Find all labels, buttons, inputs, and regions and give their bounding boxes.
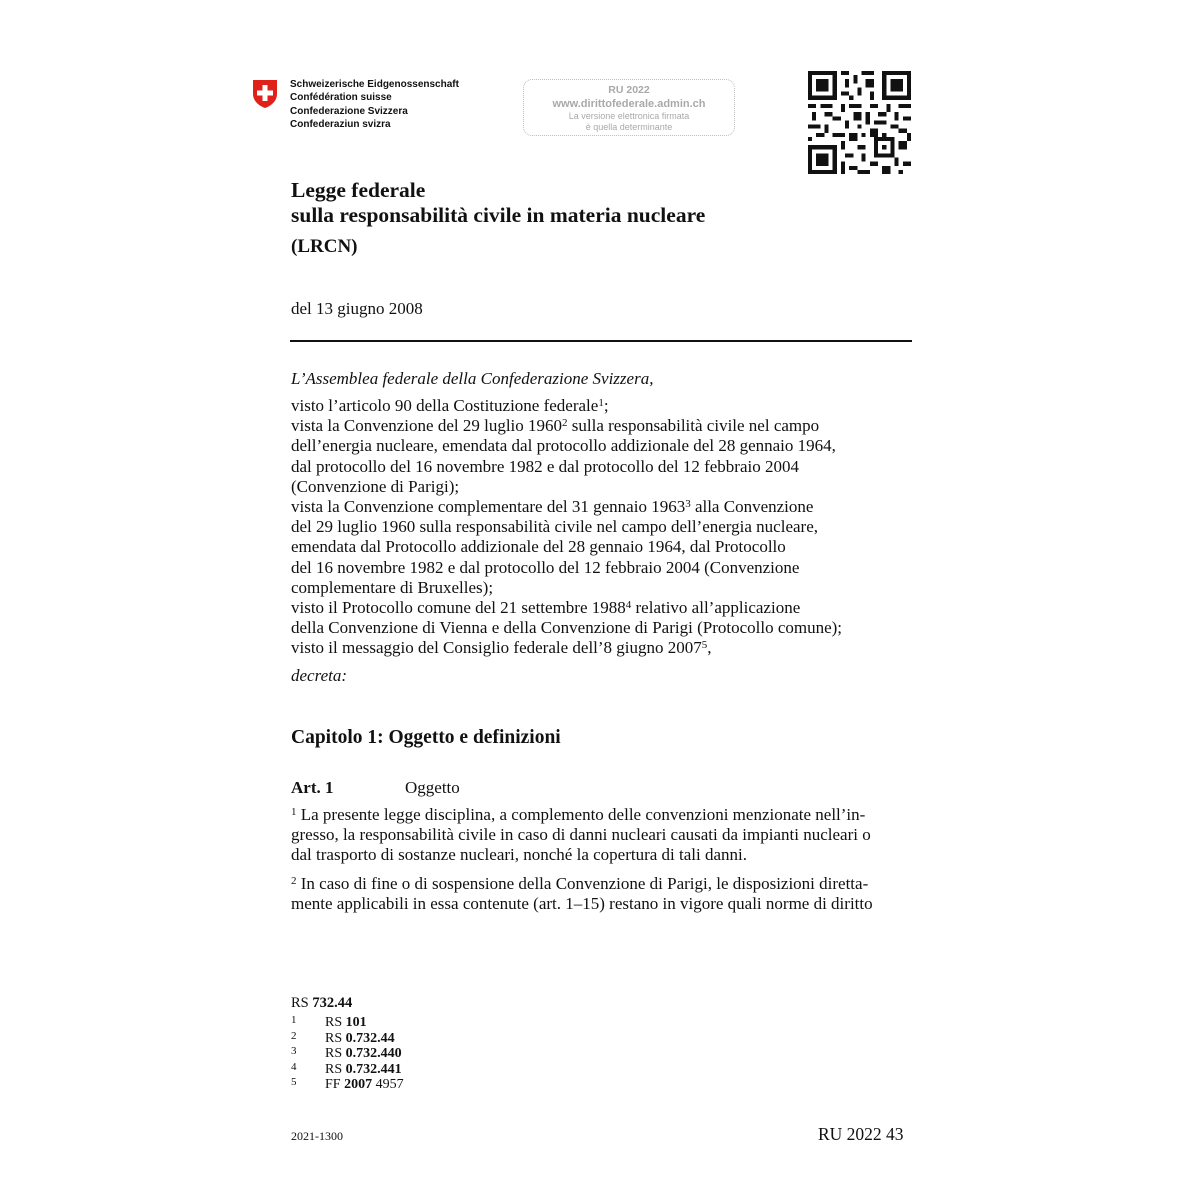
systematic-number: RS 732.44	[291, 995, 353, 1011]
chapter-heading: Capitolo 1: Oggetto e definizioni	[291, 727, 561, 748]
preamble-line: vista la Convenzione del 29 luglio 1960$^2$ sulla responsabilità civile nel campo	[291, 416, 820, 436]
stamp-note-1: La versione elettronica firmata	[568, 111, 690, 121]
footnote-ref[interactable]: 1	[598, 397, 604, 409]
conf-name-fr: Confédération suisse	[290, 92, 392, 104]
preamble-line: visto l’articolo 90 della Costituzione federale$^1$;	[291, 396, 609, 415]
preamble-line: vista la Convenzione complementare del 31 gennaio 1963$^3$ alla Convenzione	[291, 497, 814, 517]
decree-word: decreta:	[291, 666, 348, 685]
article-number: Art. 1	[291, 778, 334, 797]
preamble-line: del 16 novembre 1982 e dal protocollo del 12 febbraio 2004 (Convenzione	[291, 557, 800, 577]
title-divider	[290, 340, 912, 342]
article-heading: Oggetto	[405, 778, 460, 797]
article-paragraph-2: $^2$ In caso di fine o di sospensione della Convenzione di Parigi, le disposizioni diretta- mente applicabili in essa contenute (art. 1–15) restano in vigore quali norme di diritto	[291, 874, 873, 914]
paragraph-number: 2	[291, 875, 297, 887]
paragraph-number: 1	[291, 806, 297, 818]
stamp-note-2: è quella determinante	[585, 122, 673, 132]
conf-name-it: Confederazione Svizzera	[290, 105, 408, 117]
document-number: 2021-1300	[291, 1129, 343, 1143]
confederation-names	[290, 78, 459, 131]
preamble-line: dell’energia nucleare, emendata dal protocollo addizionale del 28 gennaio 1964,	[291, 436, 836, 456]
law-date: del 13 giugno 2008	[291, 299, 423, 318]
footnote-ref[interactable]: 4	[625, 599, 632, 612]
footnote-ref[interactable]: 5	[701, 639, 708, 652]
preamble-line: visto il Protocollo comune del 21 settembre 1988$^4$ relativo all’applicazione	[291, 598, 801, 618]
preamble-line: della Convenzione di Vienna e della Convenzione di Parigi (Protocollo comune);	[291, 618, 843, 638]
preamble-line: complementare di Bruxelles);	[291, 577, 494, 597]
footnote-ref[interactable]: 3	[685, 498, 691, 511]
conf-name-de: Schweizerische Eidgenossenschaft	[290, 79, 459, 90]
preamble-line: dal protocollo del 16 novembre 1982 e dal protocollo del 12 febbraio 2004	[291, 456, 799, 476]
law-title	[291, 178, 705, 228]
swiss-cross-icon	[252, 79, 278, 109]
qr-code-icon	[808, 71, 911, 174]
preamble-intro: L’Assemblea federale della Confederazione Svizzera,	[291, 369, 654, 388]
stamp-collection: RU 2022	[608, 84, 650, 96]
conf-name-rm: Confederaziun svizra	[290, 118, 391, 130]
footnote-ref[interactable]: 2	[562, 417, 568, 430]
law-title-line-1: Legge federale	[291, 178, 426, 202]
stamp-url[interactable]: www.dirittofederale.admin.ch	[552, 98, 706, 110]
law-title-line-2: sulla responsabilità civile in materia nucleare	[291, 203, 706, 227]
preamble-line: (Convenzione di Parigi);	[291, 476, 460, 496]
article-paragraph-1: $^1$ La presente legge disciplina, a complemento delle convenzioni menzionate nell’in- gresso, la responsabilità civile in caso di danni nucleari causati da impianti nucleari o dal trasporto di sostanze nucleari, nonché la copertura di tali danni.	[291, 805, 871, 865]
official-stamp	[523, 79, 735, 136]
preamble-line: del 29 luglio 1960 sulla responsabilità civile nel campo dell’energia nucleare,	[291, 517, 818, 537]
preamble	[291, 396, 842, 659]
preamble-line: emendata dal Protocollo addizionale del 28 gennaio 1964, dal Protocollo	[291, 537, 786, 557]
page-reference: RU 2022 43	[818, 1124, 904, 1144]
preamble-line: visto il messaggio del Consiglio federale dell’8 giugno 2007$^5$,	[291, 638, 712, 658]
law-abbreviation: (LRCN)	[291, 236, 358, 257]
